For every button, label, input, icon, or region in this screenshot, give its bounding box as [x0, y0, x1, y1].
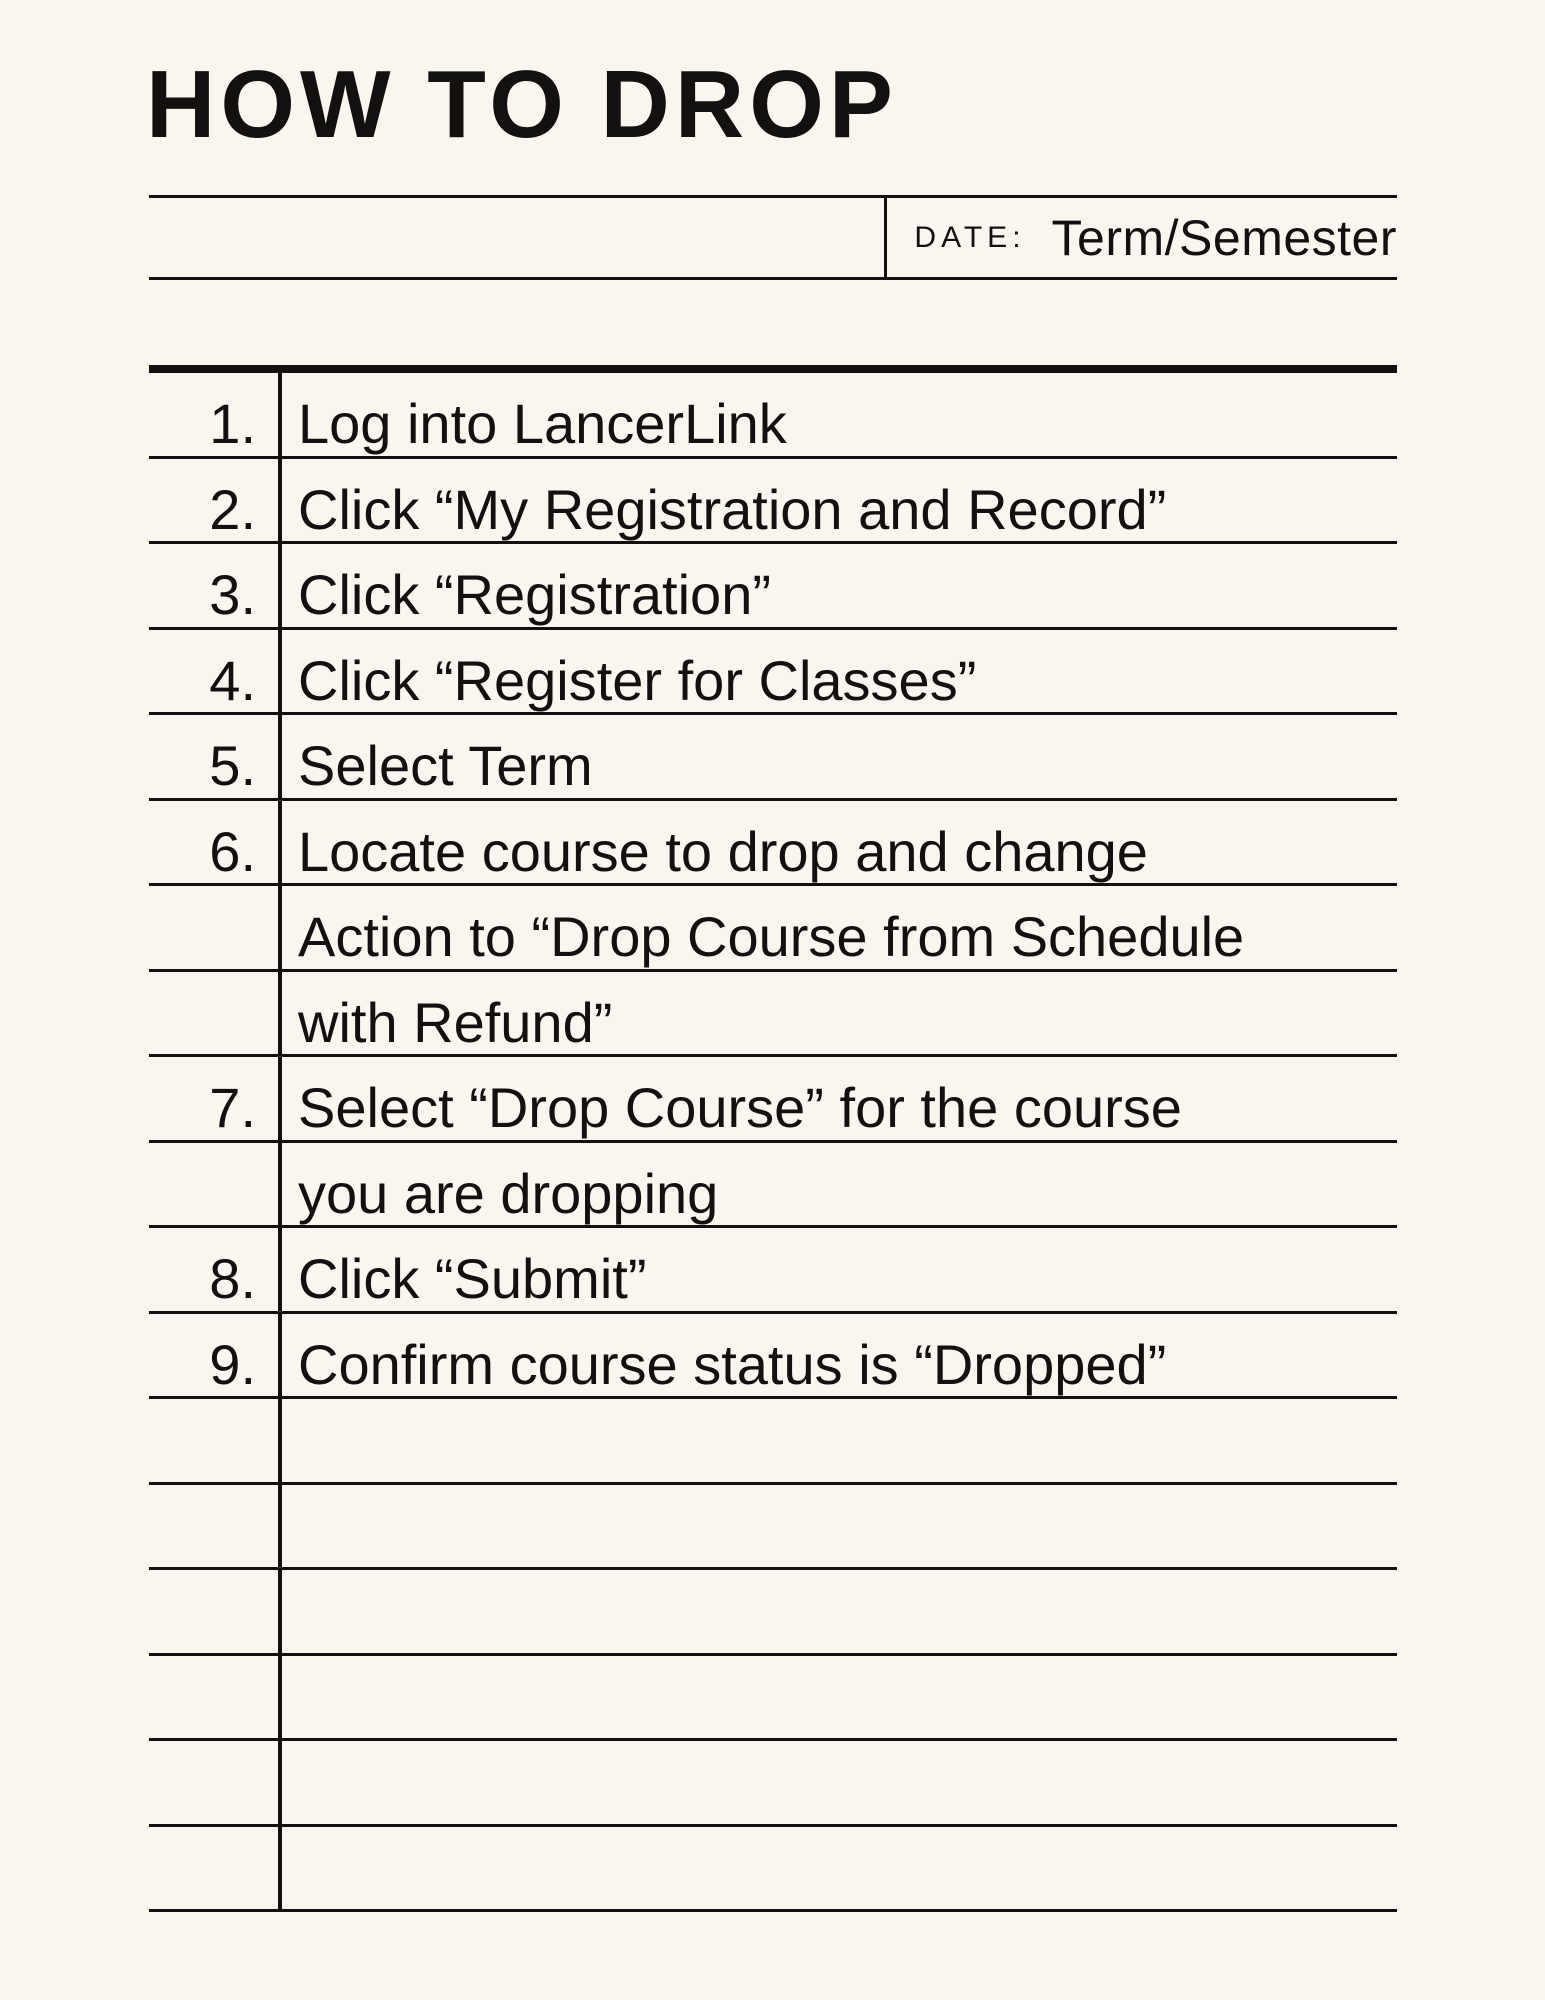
date-cell: [884, 198, 1397, 277]
table-row: [149, 1143, 1397, 1229]
step-text: Select “Drop Course” for the course: [298, 1076, 1182, 1140]
step-number: 1.: [149, 373, 282, 456]
step-number: [149, 1143, 282, 1226]
step-number: 6.: [149, 801, 282, 884]
step-number: [149, 1570, 282, 1653]
step-number: [149, 1485, 282, 1568]
step-text: [282, 1399, 1397, 1482]
step-text: Click “Submit”: [298, 1247, 647, 1311]
step-text: you are dropping: [298, 1161, 719, 1225]
table-row: [149, 1827, 1397, 1913]
date-value: Term/Semester: [1051, 209, 1397, 266]
step-number: [149, 1741, 282, 1824]
table-row: [149, 630, 1397, 716]
step-text: Log into LancerLink: [298, 392, 787, 456]
step-text: [282, 1827, 1397, 1910]
date-empty-cell: [149, 198, 884, 277]
step-text: Select Term: [298, 734, 593, 798]
table-row: [149, 1656, 1397, 1742]
table-row: [149, 715, 1397, 801]
step-text: Confirm course status is “Dropped”: [298, 1332, 1167, 1396]
table-row: [149, 1399, 1397, 1485]
table-row: [149, 801, 1397, 887]
table-row: [149, 1314, 1397, 1400]
table-row: [149, 1485, 1397, 1571]
step-number: 8.: [149, 1228, 282, 1311]
step-text: with Refund”: [298, 990, 613, 1054]
step-number: 7.: [149, 1057, 282, 1140]
table-row: [149, 1228, 1397, 1314]
step-text: [282, 1485, 1397, 1568]
step-text: Click “My Registration and Record”: [298, 477, 1167, 541]
step-number: [149, 1827, 282, 1910]
table-row: [149, 459, 1397, 545]
step-text: Click “Register for Classes”: [298, 648, 977, 712]
steps-table: [149, 365, 1397, 1912]
table-row: [149, 544, 1397, 630]
step-number: [149, 886, 282, 969]
step-number: [149, 972, 282, 1055]
step-text: Locate course to drop and change: [298, 819, 1148, 883]
date-section: [149, 195, 1397, 280]
step-number: 3.: [149, 544, 282, 627]
step-number: [149, 1399, 282, 1482]
step-number: [149, 1656, 282, 1739]
step-number: 2.: [149, 459, 282, 542]
table-row: [149, 1741, 1397, 1827]
table-row: [149, 373, 1397, 459]
step-number: 4.: [149, 630, 282, 713]
step-number: 5.: [149, 715, 282, 798]
date-label: DATE:: [914, 220, 1026, 254]
table-row: [149, 972, 1397, 1058]
step-text: [282, 1570, 1397, 1653]
page-title: HOW TO DROP: [146, 51, 898, 158]
step-text: Click “Registration”: [298, 563, 771, 627]
step-number: 9.: [149, 1314, 282, 1397]
table-row: [149, 1570, 1397, 1656]
step-text: [282, 1741, 1397, 1824]
table-row: [149, 1057, 1397, 1143]
step-text: Action to “Drop Course from Schedule: [298, 905, 1245, 969]
table-row: [149, 886, 1397, 972]
step-text: [282, 1656, 1397, 1739]
